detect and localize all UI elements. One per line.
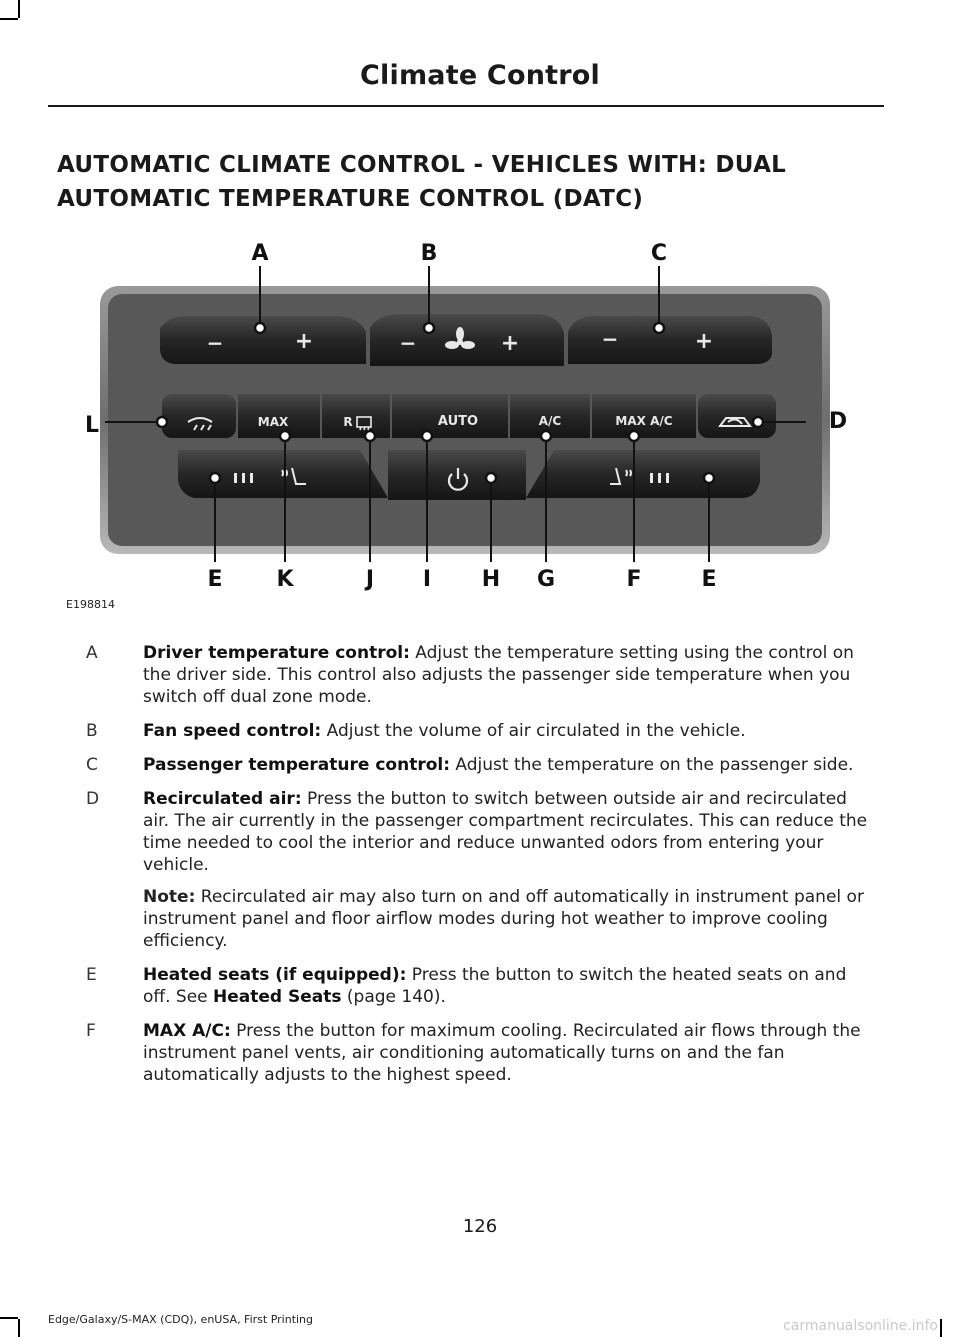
callout-e: E bbox=[207, 567, 223, 592]
crop-mark bbox=[940, 1319, 942, 1337]
legend-description: Press the button to switch the heated seats on and off. See bbox=[143, 965, 847, 1007]
passenger-temp-button bbox=[568, 316, 772, 364]
callout-h: H bbox=[481, 567, 501, 592]
heat-level-bar bbox=[250, 473, 253, 483]
legend-item-a bbox=[0, 642, 960, 708]
note-text: Recirculated air may also turn on and off automatically in instrument panel or instrument panel and floor airflow modes during hot weather to improve cooling efficiency. bbox=[143, 887, 864, 951]
callout-dot-e2 bbox=[704, 473, 714, 483]
callout-dot-a bbox=[255, 323, 265, 333]
driver-plus-label: + bbox=[294, 329, 314, 354]
figure-id: E198814 bbox=[66, 598, 115, 611]
legend-letter: C bbox=[86, 755, 98, 775]
rear-defrost-button bbox=[322, 394, 390, 438]
climate-panel-illustration bbox=[70, 236, 890, 596]
legend-note bbox=[143, 886, 875, 952]
heat-level-bar bbox=[658, 473, 661, 483]
heated-seats-link[interactable]: Heated Seats bbox=[213, 987, 342, 1007]
passenger-plus-label: + bbox=[694, 329, 714, 354]
legend-letter: B bbox=[86, 721, 98, 741]
driver-minus-label: − bbox=[206, 331, 224, 355]
legend-term: Heated seats (if equipped): bbox=[143, 965, 407, 985]
legend-term: Fan speed control: bbox=[143, 721, 322, 741]
legend-letter: F bbox=[86, 1021, 96, 1041]
fan-plus-label: + bbox=[500, 331, 520, 356]
heat-level-bar bbox=[666, 473, 669, 483]
callout-i: I bbox=[422, 567, 432, 592]
legend-item-d bbox=[0, 788, 960, 952]
heat-level-bar bbox=[234, 473, 237, 483]
callout-a: A bbox=[251, 241, 269, 266]
crop-mark bbox=[18, 1319, 20, 1337]
windshield-defrost-button bbox=[162, 394, 236, 438]
callout-dot-l bbox=[157, 417, 167, 427]
rear-defrost-label: R bbox=[343, 415, 353, 429]
footer-edition: Edge/Galaxy/S-MAX (CDQ), enUSA, First Printing bbox=[48, 1313, 314, 1326]
callout-dot-e bbox=[210, 473, 220, 483]
legend-description: Adjust the volume of air circulated in the vehicle. bbox=[321, 721, 746, 741]
legend-description: Press the button to switch between outside air and recirculated air. The air currently in the passenger compartment recirculates. This can reduce the time needed to cool the interior and reduce unwanted odors from entering your vehicle. bbox=[143, 789, 868, 875]
callout-dot-g bbox=[541, 431, 551, 441]
fan-minus-label: − bbox=[399, 331, 417, 355]
callout-b: B bbox=[420, 241, 438, 266]
passenger-minus-label: − bbox=[601, 327, 619, 351]
max-defrost-label: MAX bbox=[257, 415, 289, 429]
callout-g: G bbox=[536, 567, 556, 592]
legend-term: Passenger temperature control: bbox=[143, 755, 451, 775]
legend-item-b bbox=[0, 720, 960, 742]
watermark: carmanualsonline.info bbox=[783, 1318, 938, 1334]
legend-term: Recirculated air: bbox=[143, 789, 302, 809]
max-ac-label: MAX A/C bbox=[615, 414, 673, 428]
legend-term: Driver temperature control: bbox=[143, 643, 410, 663]
callout-f: F bbox=[626, 567, 642, 592]
header-rule bbox=[48, 105, 884, 107]
callout-dot-b bbox=[424, 323, 434, 333]
climate-control-panel-figure bbox=[70, 236, 890, 596]
legend-item-e bbox=[0, 964, 960, 1008]
callout-dot-j bbox=[365, 431, 375, 441]
legend-letter: E bbox=[86, 965, 97, 985]
auto-label: AUTO bbox=[437, 414, 479, 429]
crop-mark bbox=[0, 1317, 18, 1319]
callout-l: L bbox=[84, 413, 100, 438]
legend-description: Adjust the temperature setting using the control on the driver side. This control also adjusts the passenger side temperature when you switch off dual zone mode. bbox=[143, 643, 854, 707]
callout-e2: E bbox=[701, 567, 717, 592]
note-label: Note: bbox=[143, 887, 196, 907]
callout-c: C bbox=[650, 241, 668, 266]
callout-dot-h bbox=[486, 473, 496, 483]
callout-dot-d bbox=[753, 417, 763, 427]
legend-item-c bbox=[0, 754, 960, 776]
crop-mark bbox=[0, 18, 18, 20]
heat-level-bar bbox=[650, 473, 653, 483]
ac-label: A/C bbox=[538, 414, 562, 428]
legend-list bbox=[0, 642, 960, 1098]
callout-k: K bbox=[276, 567, 294, 592]
crop-mark bbox=[18, 0, 20, 18]
page-reference: (page 140). bbox=[341, 987, 446, 1007]
page-number: 126 bbox=[462, 1216, 498, 1237]
recirculate-button bbox=[698, 394, 776, 438]
legend-term: MAX A/C: bbox=[143, 1021, 231, 1041]
callout-d: D bbox=[828, 409, 848, 434]
legend-item-f bbox=[0, 1020, 960, 1086]
callout-dot-i bbox=[422, 431, 432, 441]
callout-dot-k bbox=[280, 431, 290, 441]
page-header-title: Climate Control bbox=[360, 60, 600, 91]
callout-dot-c bbox=[654, 323, 664, 333]
passenger-heated-seat-button bbox=[526, 450, 760, 498]
legend-description: Press the button for maximum cooling. Recirculated air flows through the instrument panel vents, air conditioning automatically turns on and the fan automatically adjusts to the highest speed. bbox=[143, 1021, 861, 1085]
heat-level-bar bbox=[242, 473, 245, 483]
callout-dot-f bbox=[629, 431, 639, 441]
legend-letter: A bbox=[86, 643, 98, 663]
legend-letter: D bbox=[86, 789, 100, 809]
callout-j: J bbox=[365, 567, 375, 592]
legend-description: Adjust the temperature on the passenger side. bbox=[450, 755, 854, 775]
section-title: AUTOMATIC CLIMATE CONTROL - VEHICLES WITH: DUAL AUTOMATIC TEMPERATURE CONTROL (DATC) bbox=[57, 152, 787, 212]
